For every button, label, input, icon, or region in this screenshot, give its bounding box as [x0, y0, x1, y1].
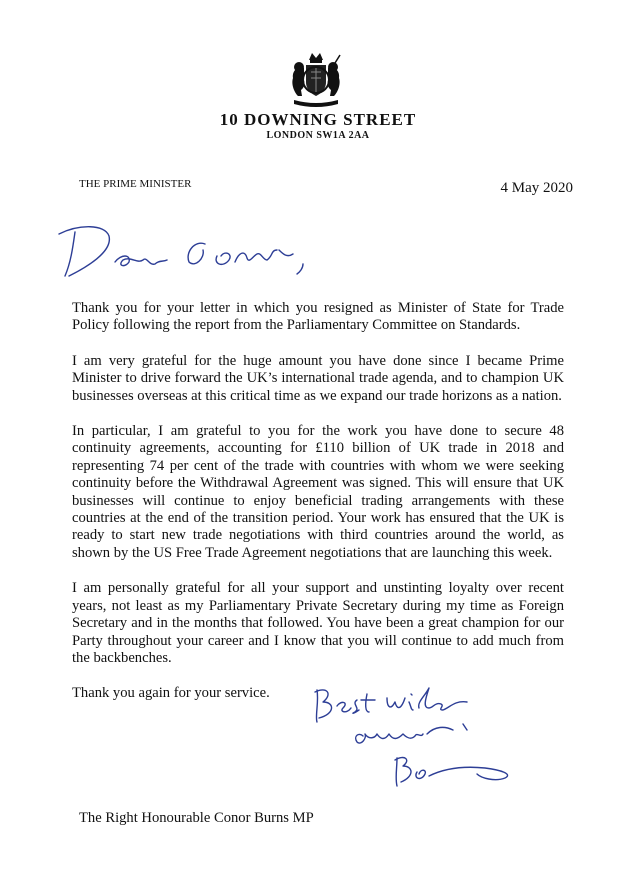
letter-date: 4 May 2020	[500, 180, 573, 196]
body-paragraph: I am very grateful for the huge amount you have done since I became Prime Minister to drive forward the UK’s international trade agenda, and to champion UK businesses overseas at this critical time as we expand our trade horizons as a nation.	[72, 352, 564, 404]
handwritten-salutation	[45, 206, 335, 286]
recipient-name: The Right Honourable Conor Burns MP	[79, 810, 314, 826]
royal-coat-of-arms-icon	[284, 50, 348, 108]
letterhead-address: 10 DOWNING STREET	[219, 110, 417, 129]
letter-body	[72, 300, 564, 721]
body-paragraph: Thank you again for your service.	[72, 685, 270, 702]
sender-title: THE PRIME MINISTER	[79, 178, 192, 190]
body-paragraph: I am personally grateful for all your support and unstinting loyalty over recent years, not least as my Parliamentary Private Secretary during my time as Foreign Secretary and in the months that followed. You have been a great champion for our Party throughout your career and I know that you will continue to add much from the backbenches.	[72, 580, 564, 666]
body-paragraph: In particular, I am grateful to you for the work you have done to secure 48 continuity agreements, accounting for £110 billion of UK trade in 2018 and representing 74 per cent of the trade with countries with whom we were seeking continuity before the Withdrawal Agreement was signed. This will ensure that UK businesses will continue to enjoy beneficial trading arrangements with these countries at the end of the transition period. Your work has ensured that the UK is ready to start new trade negotiations with third countries around the world, as shown by the US Free Trade Agreement negotiations that are launching this week.	[72, 423, 564, 561]
body-paragraph: Thank you for your letter in which you resigned as Minister of State for Trade Policy following the report from the Parliamentary Committee on Standards.	[72, 300, 564, 334]
handwritten-signoff	[305, 678, 535, 798]
letterhead-postcode: LONDON SW1A 2AA	[266, 130, 370, 141]
